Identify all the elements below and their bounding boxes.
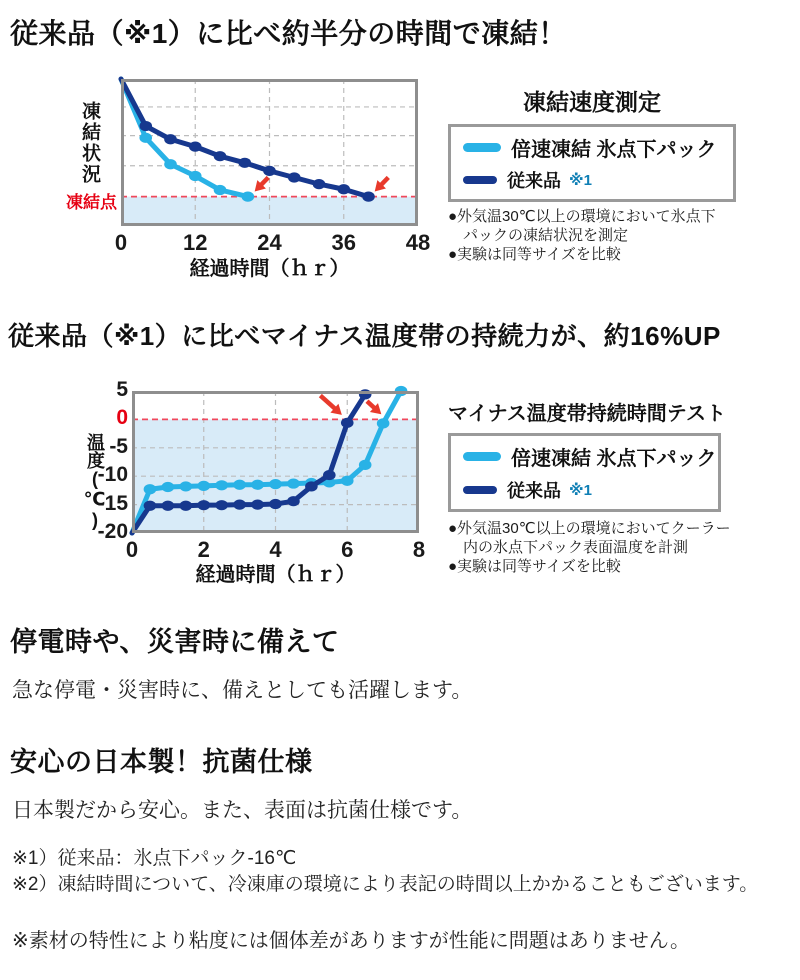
y-tick-label: -5	[109, 434, 128, 458]
chart1-x-axis-label: 経過時間（ｈｒ）	[189, 258, 350, 280]
x-tick-label: 0	[114, 230, 128, 255]
x-tick-label: 48	[405, 230, 431, 255]
headline-freeze-speed: 従来品（※1）に比べ約半分の時間で凍結！	[10, 18, 567, 49]
x-tick-label: 36	[331, 230, 356, 255]
legend-swatch-lightblue	[463, 452, 501, 461]
chart2-note-line2: 内の氷点下パック表面温度を計測	[448, 539, 689, 556]
legend-label-conventional: 従来品	[507, 171, 561, 192]
footnote-material: ※素材の特性により粘度には個体差がありますが性能に問題はありません。	[12, 930, 690, 952]
y-tick-label: 5	[116, 377, 128, 401]
y-tick-label: -15	[97, 491, 128, 515]
chart1-caption: 凍結速度測定	[523, 89, 661, 115]
chart1-note-line1: ●外気温30℃以上の環境において氷点下	[448, 208, 716, 225]
legend-label-conventional: 従来品	[507, 481, 561, 501]
chart1-freezing-point-label: 凍結点	[66, 193, 117, 212]
legend-swatch-lightblue	[463, 143, 501, 152]
chart1-notes	[448, 207, 716, 264]
legend-label-hyoutenka-pack: 倍速凍結 氷点下パック	[511, 138, 717, 161]
chart2-y-axis-label: 温度(℃)	[85, 433, 105, 530]
x-tick-label: 8	[412, 537, 426, 562]
legend-label-hyoutenka-pack: 倍速凍結 氷点下パック	[511, 448, 717, 470]
chart1-y-axis-label: 凍結状況	[79, 101, 100, 185]
minus-temp-duration-chart	[132, 391, 419, 533]
chart2-x-axis-label: 経過時間（ｈｒ）	[195, 564, 356, 586]
legend-swatch-navy	[463, 486, 497, 494]
legend-note-ref1: ※1	[569, 172, 592, 190]
legend-swatch-navy	[463, 176, 497, 184]
legend-row-hyoutenka-pack	[463, 133, 733, 162]
x-tick-label: 0	[125, 537, 139, 562]
chart2-note-line3: ●実験は同等サイズを比較	[448, 558, 621, 575]
headline-made-in-japan: 安心の日本製！抗菌仕様	[10, 747, 313, 777]
legend-row-conventional	[463, 477, 718, 503]
chart2-caption: マイナス温度帯持続時間テスト	[448, 403, 726, 425]
legend-row-conventional	[463, 167, 733, 193]
x-tick-label: 2	[197, 537, 210, 562]
footnote-2: ※2）凍結時間について、冷凍庫の環境により表記の時間以上かかることもございます。	[12, 874, 759, 895]
y-tick-label: -10	[97, 462, 128, 486]
headline-blackout: 停電時や、災害時に備えて	[10, 627, 340, 657]
freeze-speed-chart	[121, 79, 418, 226]
chart1-note-line3: ●実験は同等サイズを比較	[448, 246, 621, 263]
body-made-in-japan: 日本製だから安心。また、表面は抗菌仕様です。	[12, 799, 473, 822]
x-tick-label: 6	[341, 537, 354, 562]
y-tick-label: 0	[116, 406, 128, 430]
legend-note-ref1: ※1	[569, 482, 592, 499]
y-tick-label: -20	[97, 519, 128, 543]
legend-row-hyoutenka-pack	[463, 442, 718, 471]
headline-minus-temp: 従来品（※1）に比べマイナス温度帯の持続力が、約16%UP	[8, 321, 721, 351]
footnote-1: ※1）従来品：氷点下パック-16℃	[12, 848, 297, 869]
chart1-legend-box	[448, 124, 736, 202]
x-tick-label: 12	[183, 230, 208, 255]
x-tick-label: 4	[269, 537, 282, 562]
chart1-note-line2: パックの凍結状況を測定	[448, 227, 629, 244]
chart2-legend-box	[448, 433, 721, 512]
x-tick-label: 24	[257, 230, 282, 255]
chart2-note-line1: ●外気温30℃以上の環境においてクーラー	[448, 520, 731, 537]
chart2-notes	[448, 519, 731, 576]
chart2-y-ticks	[80, 377, 128, 543]
body-blackout: 急な停電・災害時に、備えとしても活躍します。	[12, 679, 473, 702]
